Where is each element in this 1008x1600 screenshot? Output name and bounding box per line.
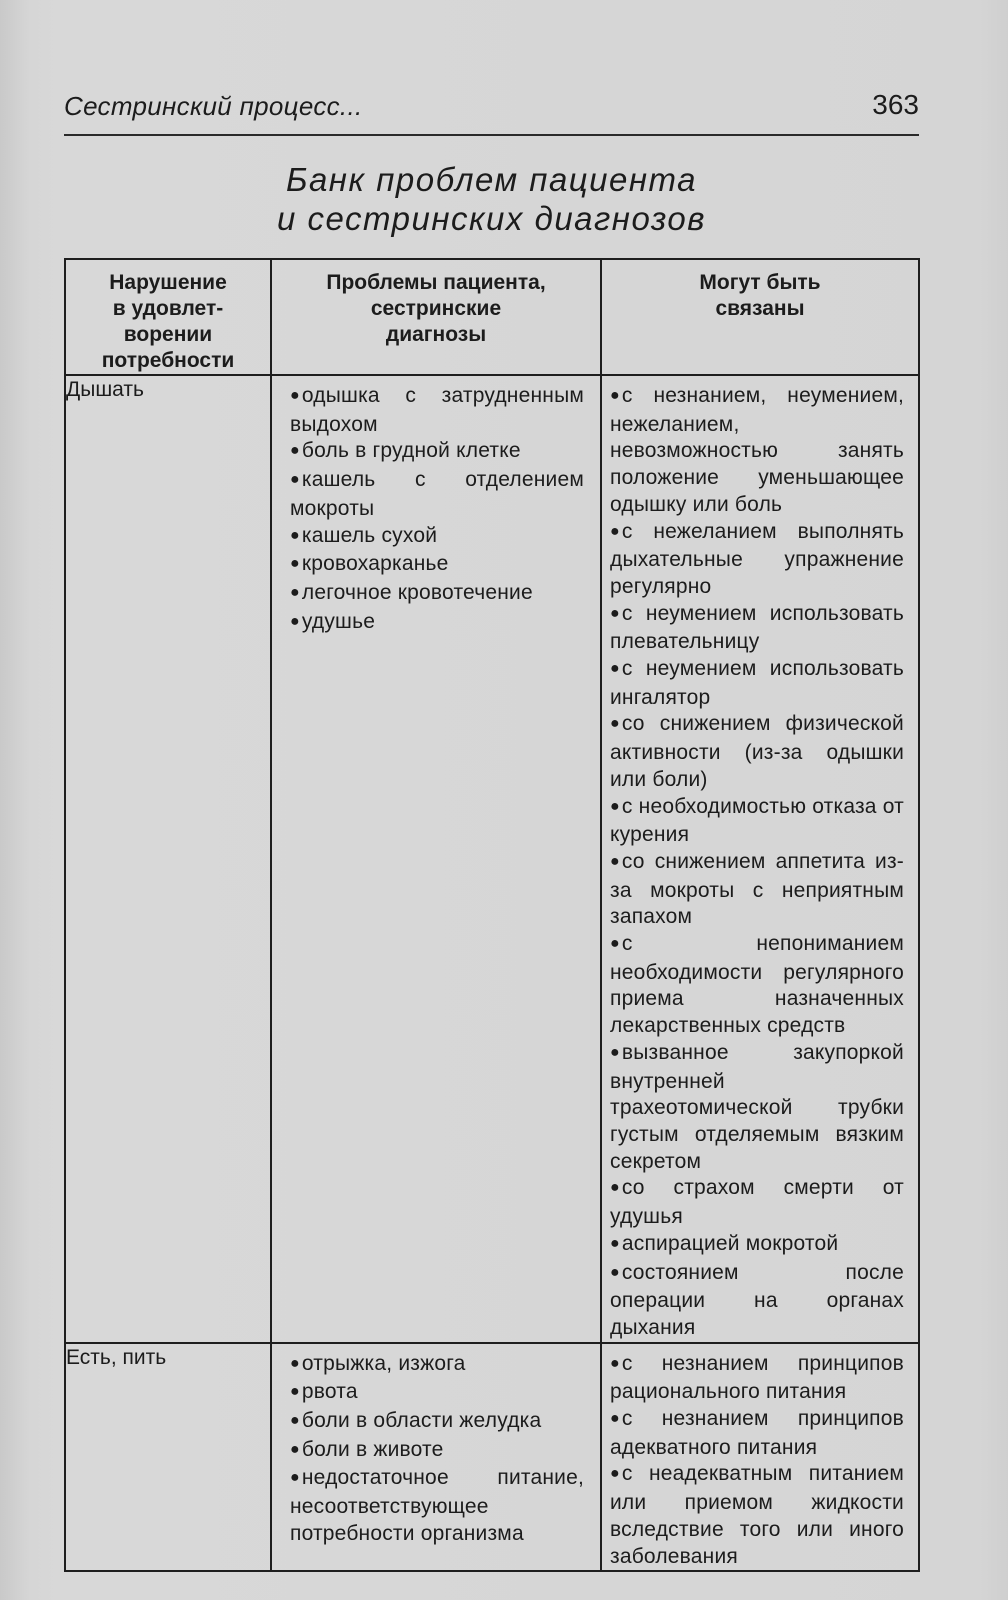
problem-bank-table <box>64 258 920 1572</box>
list-item-text: кашель сухой <box>301 523 438 547</box>
bullet-icon: ● <box>290 1354 300 1372</box>
header-causes-line: связаны <box>715 297 805 320</box>
running-title: Сестринский процесс... <box>64 91 363 121</box>
bullet-icon: ● <box>610 935 620 953</box>
bullet-icon: ● <box>610 1354 620 1372</box>
bullet-icon: ● <box>610 1263 620 1281</box>
header-need-line: Нарушение <box>109 271 227 294</box>
list-item <box>610 1040 904 1176</box>
header-causes <box>601 259 919 375</box>
header-problems-line: сестринские <box>370 297 502 320</box>
list-item <box>610 1461 904 1570</box>
causes-cell <box>601 375 919 1343</box>
bullet-icon: ● <box>610 522 620 540</box>
bullet-icon: ● <box>290 555 300 573</box>
list-item-text: отрыжка, изжога <box>301 1351 466 1375</box>
list-item <box>290 580 584 609</box>
list-item <box>610 1231 904 1260</box>
table-row <box>65 375 919 1343</box>
bullet-icon: ● <box>610 1465 620 1483</box>
list-item-text: с незнанием, неумением, нежеланием, невозможностью занять положение уменьшающее одышку или боль <box>610 384 904 516</box>
list-item-text: с необходимостью отказа от курения <box>610 794 904 847</box>
header-need-line: в удовлет- <box>112 297 224 320</box>
list-item-text: кашель с отделением мокроты <box>290 468 584 520</box>
list-item-text: с нежеланием выполнять дыхательные упражнение регулярно <box>610 519 904 598</box>
header-need-line: ворении <box>123 323 213 346</box>
list-item-text: с непониманием необходимости регулярного приема назначенных лекарственных средств <box>610 932 904 1038</box>
bullet-icon: ● <box>610 1043 620 1061</box>
list-item-text: боли в животе <box>301 1437 444 1461</box>
table-row <box>65 1343 919 1572</box>
list-item <box>290 551 584 580</box>
causes-cell <box>601 1343 919 1572</box>
need-cell: Дышать <box>65 375 271 1343</box>
list-item-text: боль в грудной клетке <box>301 439 521 463</box>
need-cell: Есть, пить <box>65 1343 271 1572</box>
bullet-icon: ● <box>290 1469 300 1487</box>
problems-list <box>272 376 600 637</box>
list-item <box>610 1351 904 1406</box>
list-item-text: со снижением физической активности (из-за одышки или боли) <box>610 712 904 791</box>
list-item-text: с неумением использовать плевательницу <box>610 601 904 654</box>
list-item-text: с незнанием принципов рационального питания <box>610 1351 904 1404</box>
list-item <box>610 1260 904 1342</box>
list-item <box>290 1408 584 1437</box>
list-item-text: боли в области желудка <box>301 1409 542 1433</box>
bullet-icon: ● <box>610 387 620 404</box>
list-item <box>610 519 904 601</box>
bullet-icon: ● <box>610 1179 620 1197</box>
bullet-icon: ● <box>610 1234 620 1252</box>
list-item <box>290 1351 584 1380</box>
running-header <box>64 88 919 136</box>
list-item <box>610 711 904 793</box>
bullet-icon: ● <box>290 387 300 404</box>
document-title-line-2: и сестринских диагнозов <box>276 200 706 237</box>
list-item <box>290 1379 584 1408</box>
list-item <box>610 849 904 931</box>
bullet-icon: ● <box>610 852 620 870</box>
bullet-icon: ● <box>290 471 300 489</box>
bullet-icon: ● <box>290 1440 300 1458</box>
list-item <box>290 467 584 522</box>
list-item <box>610 1175 904 1230</box>
causes-list <box>602 376 918 1342</box>
list-item-text: вызванное закупоркой внутренней трахеотомической трубки густым отделяемым вязким секретом <box>610 1040 904 1173</box>
list-item-text: недостаточное питание, несоответствующее потребности организма <box>290 1466 584 1545</box>
header-problems <box>271 259 601 375</box>
list-item <box>290 1465 584 1547</box>
list-item-text: легочное кровотечение <box>301 580 533 604</box>
list-item-text: аспирацией мокротой <box>621 1231 839 1255</box>
list-item <box>290 383 584 438</box>
list-item <box>610 383 904 519</box>
list-item <box>610 794 904 849</box>
list-item-text: состоянием после операции на органах дыхания <box>610 1260 904 1339</box>
list-item-text: со страхом смерти от удушья <box>610 1176 904 1229</box>
bullet-icon: ● <box>290 1383 300 1401</box>
problems-cell <box>271 375 601 1343</box>
list-item-text: одышка с затрудненным выдохом <box>290 384 584 436</box>
header-need <box>65 259 271 375</box>
header-causes-line: Могут быть <box>699 271 821 294</box>
bullet-icon: ● <box>290 612 300 630</box>
list-item-text: кровохарканье <box>301 552 449 576</box>
list-item-text: с неадекватным питанием или приемом жидкости вследствие того или иного заболевания <box>610 1462 904 1568</box>
bullet-icon: ● <box>290 1412 300 1430</box>
list-item <box>290 438 584 467</box>
header-need-line: потребности <box>101 349 235 372</box>
bullet-icon: ● <box>290 583 300 601</box>
causes-list <box>602 1344 918 1571</box>
list-item <box>290 609 584 638</box>
bullet-icon: ● <box>610 1410 620 1428</box>
bullet-icon: ● <box>290 442 300 460</box>
list-item <box>610 1406 904 1461</box>
page-number: 363 <box>872 89 919 120</box>
bullet-icon: ● <box>610 715 620 733</box>
problems-cell <box>271 1343 601 1572</box>
list-item <box>610 931 904 1040</box>
problems-list <box>272 1344 600 1548</box>
header-problems-line: Проблемы пациента, <box>326 271 546 294</box>
bullet-icon: ● <box>610 797 620 815</box>
list-item-text: удушье <box>301 609 376 633</box>
list-item-text: с неумением использовать ингалятор <box>610 657 904 709</box>
list-item <box>610 656 904 711</box>
list-item-text: рвота <box>301 1380 358 1404</box>
table-header-row <box>65 259 919 375</box>
bullet-icon: ● <box>610 660 620 678</box>
list-item-text: с незнанием принципов адекватного питания <box>610 1407 904 1459</box>
bullet-icon: ● <box>610 604 620 622</box>
document-title-line-1: Банк проблем пациента <box>285 161 698 198</box>
list-item <box>290 523 584 552</box>
list-item-text: со снижением аппетита из-за мокроты с неприятным запахом <box>610 849 904 929</box>
list-item <box>610 601 904 656</box>
header-problems-line: диагнозы <box>385 323 487 346</box>
list-item <box>290 1437 584 1466</box>
bullet-icon: ● <box>290 526 300 544</box>
